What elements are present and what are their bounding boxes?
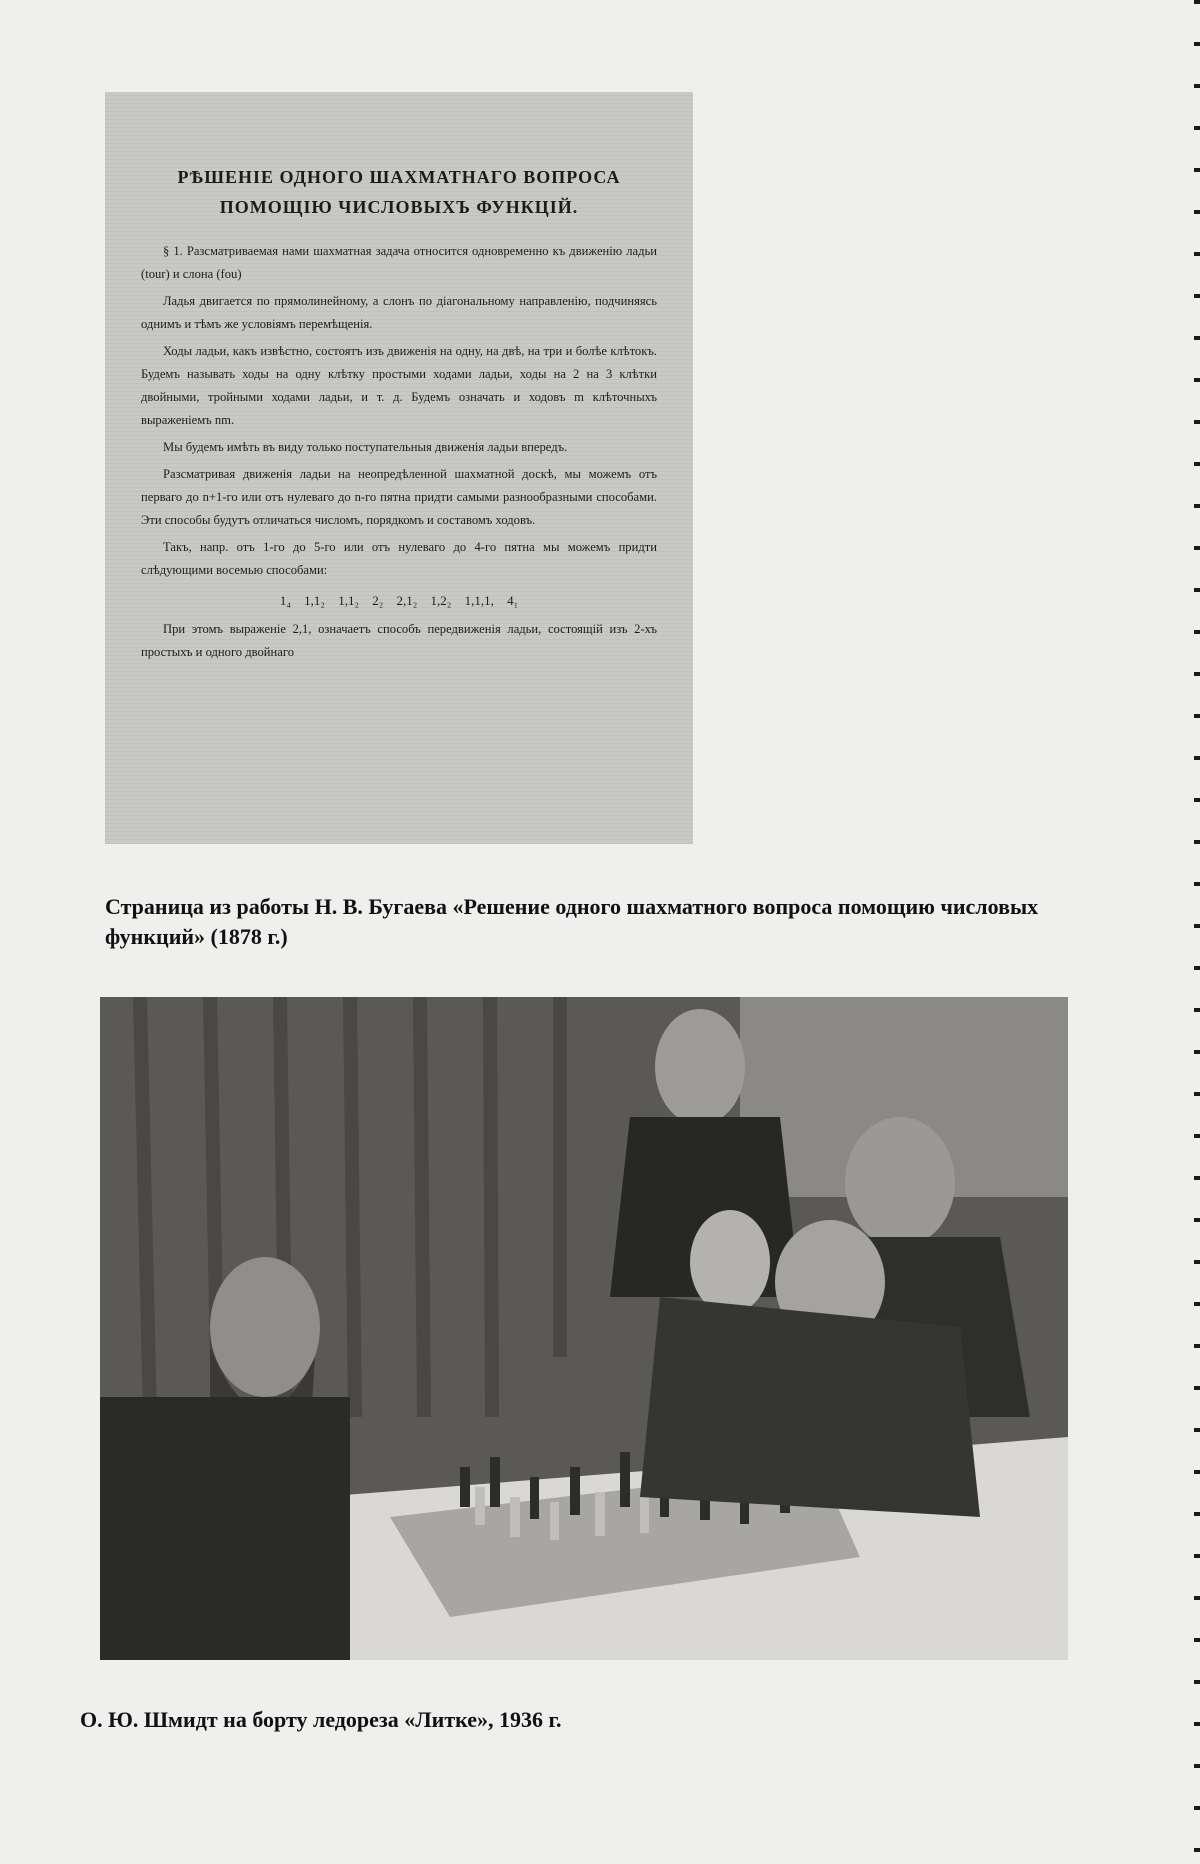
chess-players-photo [100, 997, 1068, 1660]
photo-illustration [100, 997, 1068, 1660]
caption-photo: О. Ю. Шмидт на борту ледореза «Литке», 1936 г. [80, 1707, 562, 1732]
scanned-paragraph: Разсматривая движенія ладьи на неопредѣленной шахматной доскѣ, мы можемъ отъ перваго до n+1-го или отъ нулеваго до n-го пятна придти самыми разнообразными способами. Эти способы будутъ отличаться числомъ, порядкомъ и составомъ ходовъ. [141, 467, 657, 527]
page-edge-marks [1194, 0, 1200, 1864]
scanned-paragraph: Мы будемъ имѣть въ виду только поступательныя движенія ладьи впередъ. [163, 440, 568, 454]
scanned-title-line-1: РѢШЕНІЕ ОДНОГО ШАХМАТНАГО ВОПРОСА [177, 167, 621, 187]
scanned-page-image [105, 92, 693, 844]
caption-scanned-page: Страница из работы Н. В. Бугаева «Решение одного шахматного вопроса помощию числовых функций» (1878 г.) [105, 894, 1039, 949]
scanned-paragraph: Такъ, напр. отъ 1-го до 5-го или отъ нулеваго до 4-го пятна мы можемъ придти слѣдующими восемью способами: [141, 540, 657, 577]
scanned-paragraph: § 1. Разсматриваемая нами шахматная задача относится одновременно къ движенію ладьи (tour) и слона (fou) [141, 244, 657, 281]
scanned-paragraph-last: При этомъ выраженіе 2,1, означаетъ способъ передвиженія ладьи, состоящій изъ 2-хъ простыхъ и одного двойнаго [141, 622, 657, 659]
scanned-formula: 1₄ 1,1₂ 1,1₂ 2₂ 2,1₂ 1,2₂ 1,1,1, 4₁ [279, 593, 519, 608]
scanned-page-title [141, 162, 657, 222]
scanned-title-line-2: ПОМОЩІЮ ЧИСЛОВЫХЪ ФУНКЦІЙ. [219, 197, 579, 217]
scanned-paragraph: Ходы ладьи, какъ извѣстно, состоятъ изъ движенія на одну, на двѣ, на три и болѣе клѣтокъ. Будемъ называть ходы на одну клѣтку простыми ходами ладьи, ходы на 2 на 3 клѣтки двойными, тройными ходами ладьи, и т. д. Будемъ означать и ходовъ m клѣточныхъ выраженіемъ nm. [141, 344, 657, 427]
scanned-paragraph: Ладья двигается по прямолинейному, а слонъ по діагональному направленію, подчиняясь однимъ и тѣмъ же условіямъ перемѣщенія. [141, 294, 657, 331]
